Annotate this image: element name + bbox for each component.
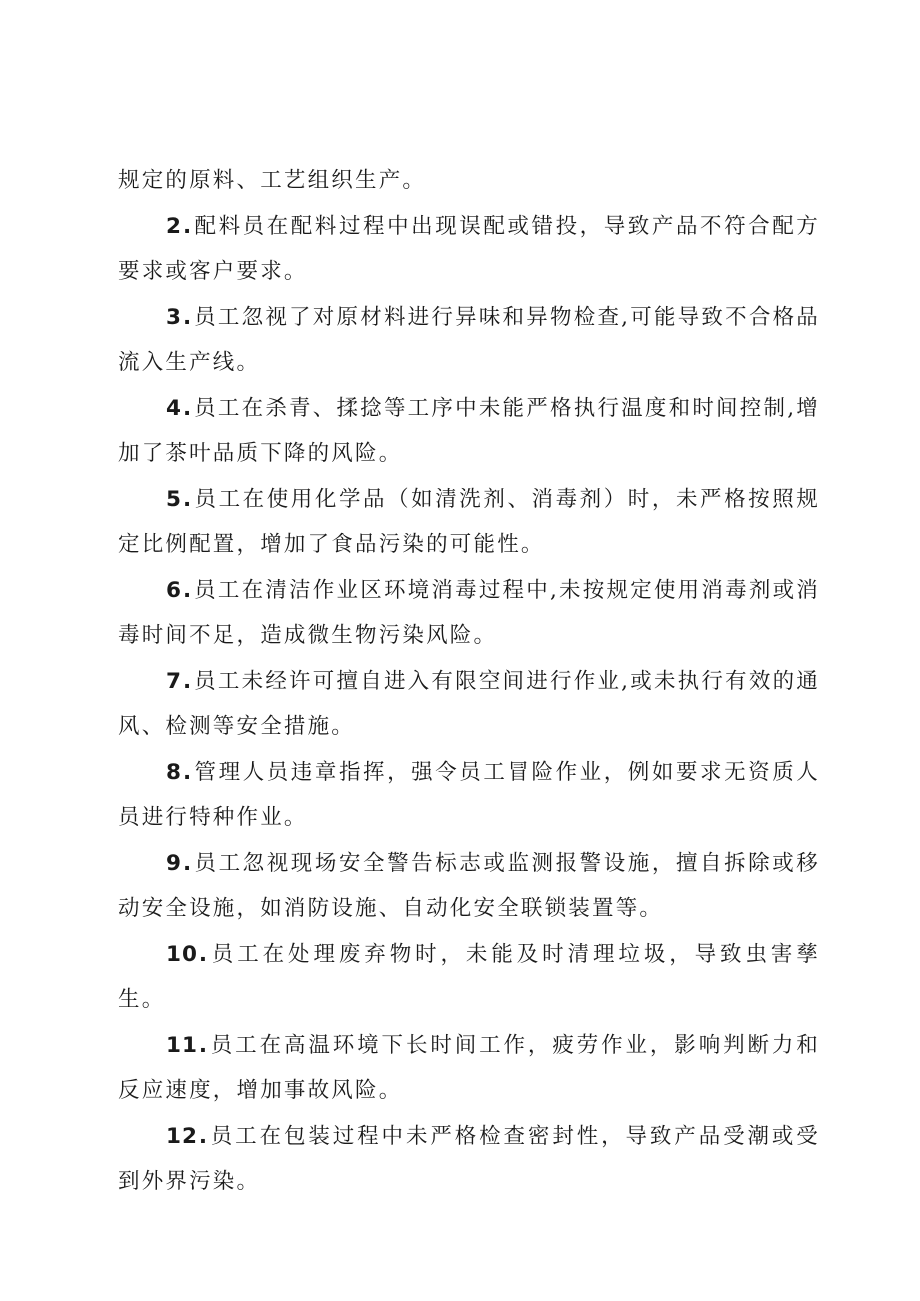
- item-number: 8: [166, 759, 182, 785]
- list-item-8: [118, 750, 820, 841]
- list-item-3: [118, 295, 820, 386]
- item-number: 7: [166, 668, 182, 694]
- item-number: 5: [166, 486, 182, 512]
- list-item-6: [118, 568, 820, 659]
- item-text: 员工在高温环境下长时间工作，疲劳作业，影响判断力和反应速度，增加事故风险。: [118, 1032, 820, 1103]
- item-text: 员工忽视现场安全警告标志或监测报警设施，擅自拆除或移动安全设施，如消防设施、自动化安全联锁装置等。: [118, 850, 820, 921]
- item-number: 2: [166, 213, 182, 239]
- item-separator: .: [182, 668, 194, 694]
- item-text: 员工在包装过程中未严格检查密封性，导致产品受潮或受到外界污染。: [118, 1123, 820, 1194]
- item-text: 员工在杀青、揉捻等工序中未能严格执行温度和时间控制,增加了茶叶品质下降的风险。: [118, 395, 820, 466]
- item-separator: .: [198, 1123, 210, 1149]
- item-separator: .: [182, 213, 194, 239]
- list-item-5: [118, 477, 820, 568]
- list-item-10: [118, 932, 820, 1023]
- item-separator: .: [182, 759, 194, 785]
- item-text: 员工忽视了对原材料进行异味和异物检查,可能导致不合格品流入生产线。: [118, 304, 820, 375]
- item-separator: .: [198, 941, 210, 967]
- item-text: 员工在清洁作业区环境消毒过程中,未按规定使用消毒剂或消毒时间不足，造成微生物污染风险。: [118, 577, 820, 648]
- list-item-4: [118, 386, 820, 477]
- item-separator: .: [198, 1032, 210, 1058]
- item-text: 配料员在配料过程中出现误配或错投，导致产品不符合配方要求或客户要求。: [118, 213, 820, 284]
- item-text: 员工在处理废弃物时，未能及时清理垃圾，导致虫害孳生。: [118, 941, 820, 1012]
- item-separator: .: [182, 486, 194, 512]
- list-item-11: [118, 1023, 820, 1114]
- intro-paragraph: 规定的原料、工艺组织生产。: [118, 168, 427, 193]
- list-item-12: [118, 1114, 820, 1205]
- item-text: 管理人员违章指挥，强令员工冒险作业，例如要求无资质人员进行特种作业。: [118, 759, 820, 830]
- document-body: [118, 158, 820, 1205]
- item-number: 9: [166, 850, 182, 876]
- item-separator: .: [182, 577, 194, 603]
- item-number: 3: [166, 304, 182, 330]
- item-number: 10: [166, 941, 198, 967]
- item-text: 员工未经许可擅自进入有限空间进行作业,或未执行有效的通风、检测等安全措施。: [118, 668, 820, 739]
- item-number: 12: [166, 1123, 198, 1149]
- item-number: 4: [166, 395, 182, 421]
- item-separator: .: [182, 304, 194, 330]
- item-number: 6: [166, 577, 182, 603]
- item-separator: .: [182, 850, 194, 876]
- item-number: 11: [166, 1032, 198, 1058]
- item-text: 员工在使用化学品（如清洗剂、消毒剂）时，未严格按照规定比例配置，增加了食品污染的可能性。: [118, 486, 820, 557]
- list-item-7: [118, 659, 820, 750]
- list-item-9: [118, 841, 820, 932]
- item-separator: .: [182, 395, 194, 421]
- list-item-2: [118, 204, 820, 295]
